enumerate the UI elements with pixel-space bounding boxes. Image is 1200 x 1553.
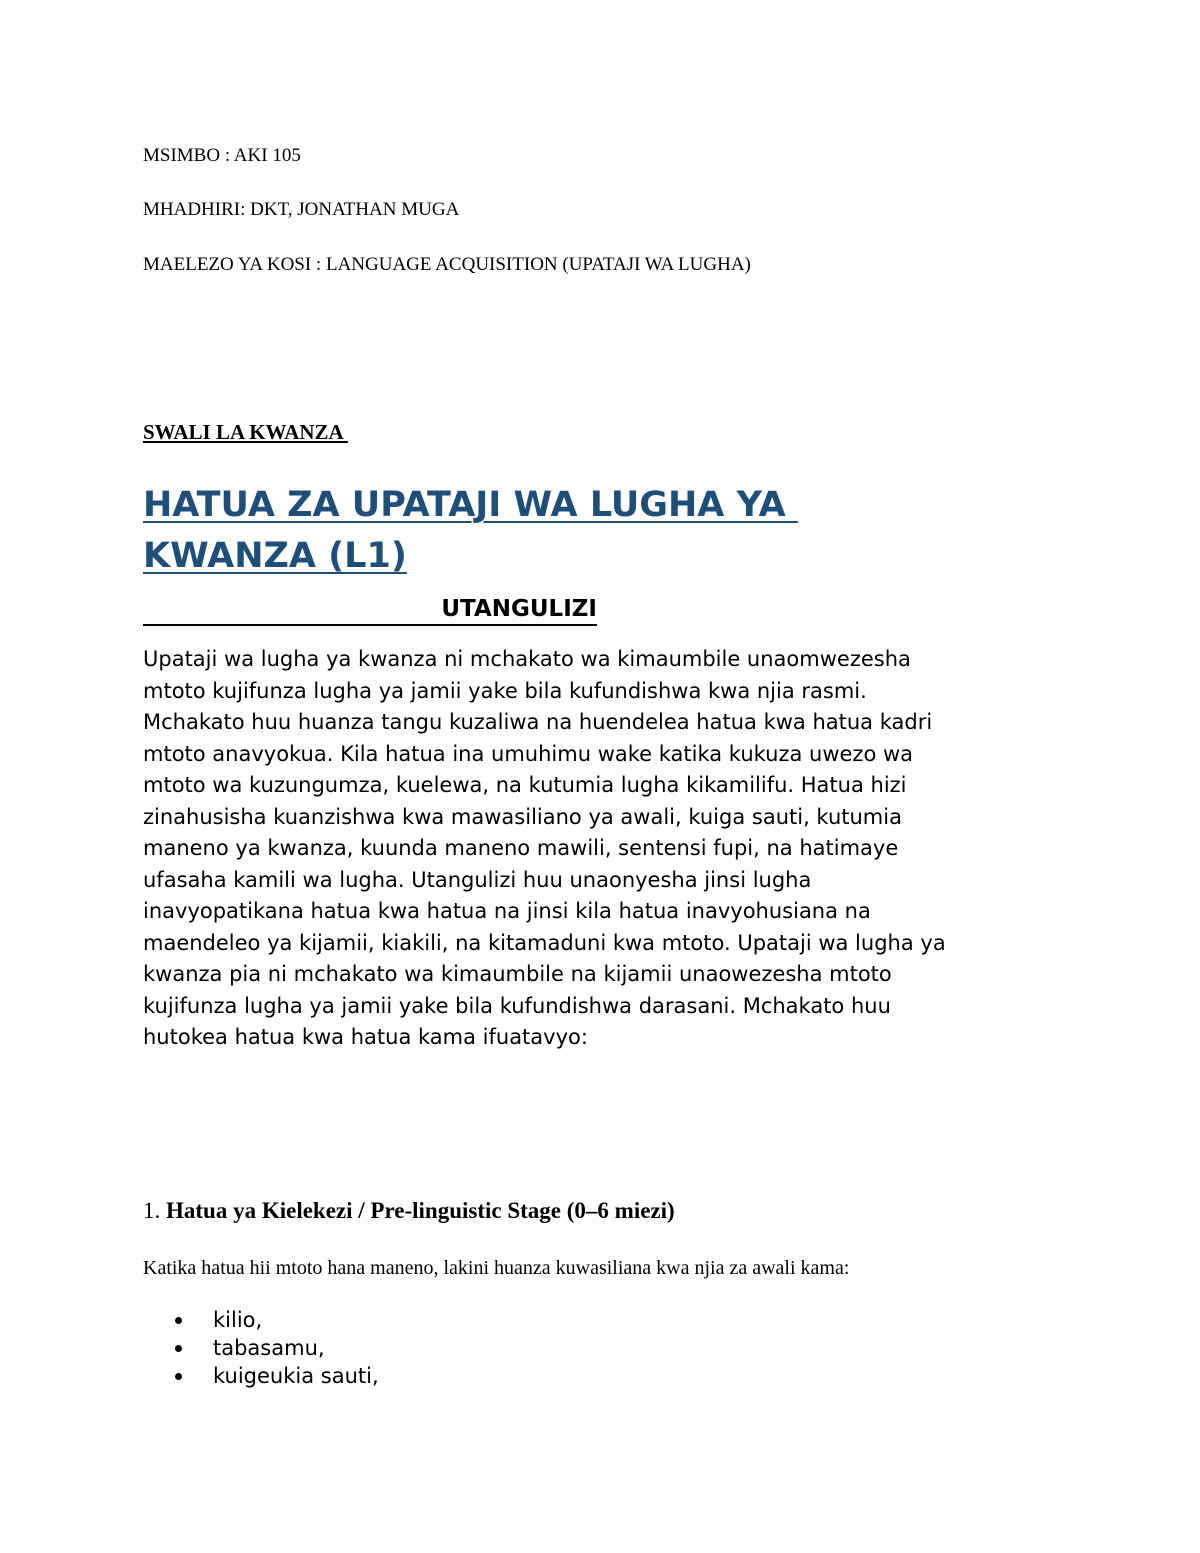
main-heading (143, 480, 1043, 582)
list-item (143, 1362, 379, 1390)
intro-line: Mchakato huu huanza tangu kuzaliwa na huendelea hatua kwa hatua kadri (143, 710, 933, 734)
intro-line: mtoto wa kuzungumza, kuelewa, na kutumia lugha kikamilifu. Hatua hizi (143, 773, 907, 797)
intro-line: hutokea hatua kwa hatua kama ifuatavyo: (143, 1025, 588, 1049)
intro-paragraph (143, 644, 1063, 1054)
intro-line: kwanza pia ni mchakato wa kimaumbile na kijamii unaowezesha mtoto (143, 962, 892, 986)
list-item-text: tabasamu, (213, 1336, 325, 1360)
main-heading-line-1: HATUA ZA UPATAJI WA LUGHA YA (143, 485, 798, 525)
stage-1-bullet-list (143, 1306, 379, 1390)
bullet-icon (175, 1345, 182, 1352)
intro-title (143, 594, 597, 626)
stage-1-heading (143, 1196, 675, 1226)
list-item (143, 1306, 379, 1334)
bullet-icon (175, 1373, 182, 1380)
list-item-text: kilio, (213, 1308, 263, 1332)
stage-1-description: Katika hatua hii mtoto hana maneno, lakini huanza kuwasiliana kwa njia za awali kama: (143, 1257, 850, 1279)
intro-line: Upataji wa lugha ya kwanza ni mchakato wa kimaumbile unaomwezesha (143, 647, 911, 671)
main-heading-line-2: KWANZA (L1) (143, 536, 407, 576)
intro-line: zinahusisha kuanzishwa kwa mawasiliano ya awali, kuiga sauti, kutumia (143, 804, 902, 829)
intro-line: mtoto kujifunza lugha ya jamii yake bila kufundishwa kwa njia rasmi. (143, 678, 867, 703)
list-item (143, 1334, 379, 1362)
course-code: MSIMBO : AKI 105 (143, 145, 301, 166)
intro-title-text: UTANGULIZI (441, 596, 597, 622)
course-description: MAELEZO YA KOSI : LANGUAGE ACQUISITION (UPATAJI WA LUGHA) (143, 254, 751, 275)
intro-line: mtoto anavyokua. Kila hatua ina umuhimu wake katika kukuza uwezo wa (143, 741, 914, 766)
bullet-icon (175, 1317, 182, 1324)
intro-line: inavyopatikana hatua kwa hatua na jinsi kila hatua inavyohusiana na (143, 899, 871, 923)
intro-line: kujifunza lugha ya jamii yake bila kufundishwa darasani. Mchakato huu (143, 993, 891, 1018)
intro-line: maneno ya kwanza, kuunda maneno mawili, sentensi fupi, na hatimaye (143, 836, 899, 860)
list-item-text: kuigeukia sauti, (213, 1364, 379, 1388)
intro-line: ufasaha kamili wa lugha. Utangulizi huu unaonyesha jinsi lugha (143, 867, 812, 892)
intro-line: maendeleo ya kijamii, kiakili, na kitamaduni kwa mtoto. Upataji wa lugha ya (143, 930, 946, 955)
question-label: SWALI LA KWANZA (143, 420, 348, 444)
stage-1-number: 1. (143, 1198, 166, 1223)
lecturer-name: MHADHIRI: DKT, JONATHAN MUGA (143, 199, 460, 220)
stage-1-title: Hatua ya Kielekezi / Pre-linguistic Stage (0–6 miezi) (166, 1198, 675, 1223)
